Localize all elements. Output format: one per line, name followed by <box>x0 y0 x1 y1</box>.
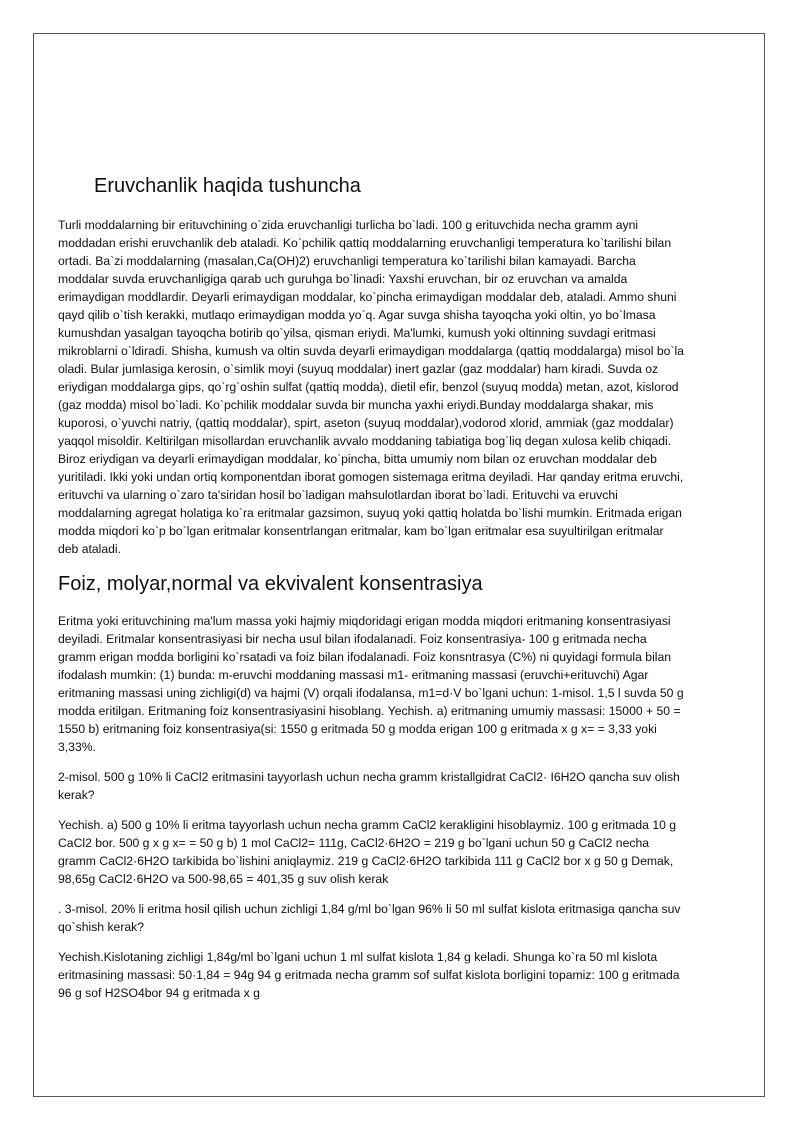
paragraph-solubility: Turli moddalarning bir erituvchining o`zida eruvchanligi turlicha bo`ladi. 100 g erituvchida necha gramm ayni moddadan erishi eruvchanlik deb ataladi. Ko`pchilik qattiq moddalarning eruvchanligi temperatura ko`tarilishi bilan ortadi. Ba`zi moddalarning (masalan,Ca(OH)2) eruvchanligi temperatura ko`tarilishi bilan kamayadi. Barcha moddalar suvda eruvchanligiga qarab uch guruhga bo`linadi: Yaxshi eruvchan, bir oz eruvchan va amalda erimaydigan moddlardir. Deyarli erimaydigan moddalar, ko`pincha erimaydigan moddalar deb, ataladi. Ammo shuni qayd qilib o`tish kerakki, mutlaqo erimaydigan modda yo`q. Agar suvga shisha tayoqcha yoki oltin, yo bo`lmasa kumushdan yasalgan tayoqcha botirib qo`yilsa, qisman eriydi. Ma'lumki, kumush yoki oltinning suvdagi eritmasi mikroblarni o`ldiradi. Shisha, kumush va oltin suvda deyarli erimaydigan moddalarga (qattiq moddalarga) misol bo`la oladi. Bular jumlasiga kerosin, o`simlik moyi (suyuq moddalar) inert gazlar (gaz moddalar) ham kiradi. Suvda oz eriydigan moddalarga gips, qo`rg`oshin sulfat (qattiq modda), dietil efir, benzol (suyuq modda) metan, azot, kislorod (gaz modda) misol bo`ladi. Ko`pchilik moddalar suvda bir muncha yaxhi eriydi.Bunday moddalarga shakar, mis kuporosi, o`yuvchi natriy, (qattiq moddalar), spirt, aseton (suyuq moddalar),vodorod xlorid, ammiak (gaz moddalar) yaqqol misoldir. Keltirilgan misollardan eruvchanlik avvalo moddaning tabiatiga bog`liq degan xulosa kelib chiqadi. Biroz eriydigan va deyarli erimaydigan moddalar, ko`pincha, bitta umumiy nom bilan oz eruvchan moddalar deb yuritiladi. Ikki yoki undan ortiq komponentdan iborat gomogen sistemaga eritma deyiladi. Har qanday eritma eruvchi, erituvchi va ularning o`zaro ta'siridan hosil bo`ladigan mahsulotlardan iborat bo`ladi. Erituvchi va eruvchi moddalarning agregat holatiga ko`ra eritmalar gazsimon, suyuq yoki qattiq holatda bo`lishi mumkin. Eritmada erigan modda miqdori ko`p bo`lgan eritmalar konsentrlangan eritmalar, kam bo`lgan eritmalar esa suyultirilgan eritmalar deb ataladi. <box>58 218 684 556</box>
paragraph-example-3: . 3-misol. 20% li eritma hosil qilish uchun zichligi 1,84 g/ml bo`lgan 96% li 50 ml sulfat kislota eritmasiga qancha suv qo`shish kerak? <box>58 902 681 934</box>
paragraph-solution-3: Yechish.Kislotaning zichligi 1,84g/ml bo`lgani uchun 1 ml sulfat kislota 1,84 g keladi. Shunga ko`ra 50 ml kislota eritmasining massasi: 50·1,84 = 94g 94 g eritmada necha gramm sof sulfat kislota borligini topamiz: 100 g eritmada 96 g sof H2SO4bor 94 g eritmada x g <box>58 950 680 1000</box>
section-heading-solubility: Eruvchanlik haqida tushuncha <box>94 175 361 197</box>
paragraph-solution-2: Yechish. a) 500 g 10% li eritma tayyorlash uchun necha gramm CaCl2 kerakligini hisoblaymiz. 100 g eritmada 10 g CaCl2 bor. 500 g x g x= = 50 g b) 1 mol CaCl2= 111g, CaCl2·6H2O = 219 g bo`lgani uchun 50 g CaCl2 necha gramm CaCl2·6H2O tarkibida bo`lishini aniqlaymiz. 219 g CaCl2·6H2O tarkibida 111 g CaCl2 bor x g 50 g Demak, 98,65g CaCl2·6H2O va 500-98,65 = 401,35 g suv olish kerak <box>58 818 677 886</box>
document-page <box>33 33 765 1097</box>
paragraph-example-2: 2-misol. 500 g 10% li CaCl2 eritmasini tayyorlash uchun necha gramm kristallgidrat CaCl2· I6H2O qancha suv olish kerak? <box>58 770 680 802</box>
document-content <box>58 174 686 1002</box>
paragraph-concentration: Eritma yoki erituvchining ma'lum massa yoki hajmiy miqdoridagi erigan modda miqdori eritmaning konsentrasiyasi deyiladi. Eritmalar konsentrasiyasi bir necha usul bilan ifodalanadi. Foiz konsentrasiya- 100 g eritmada necha gramm erigan modda borligini ko`rsatadi va foiz bilan ifodalanadi. Foiz konsntrasya (C%) ni quyidagi formula bilan ifodalash mumkin: (1) bunda: m-eruvchi moddaning massasi m1- eritmaning massasi (eruvchi+erituvchi) Agar eritmaning massasi uning zichligi(d) va hajmi (V) orqali ifodalansa, m1=d·V bo`lgani uchun: 1-misol. 1,5 l suvda 50 g modda eritilgan. Eritmaning foiz konsentrasiyasini hisoblang. Yechish. a) eritmaning umumiy massasi: 15000 + 50 = 1550 b) eritmaning foiz konsentrasiya(si: 1550 g eritmada 50 g modda erigan 100 g eritmada x g x= = 3,33 yoki 3,33%. <box>58 614 684 754</box>
section-heading-concentration: Foiz, molyar,normal va ekvivalent konsentrasiya <box>58 573 483 595</box>
